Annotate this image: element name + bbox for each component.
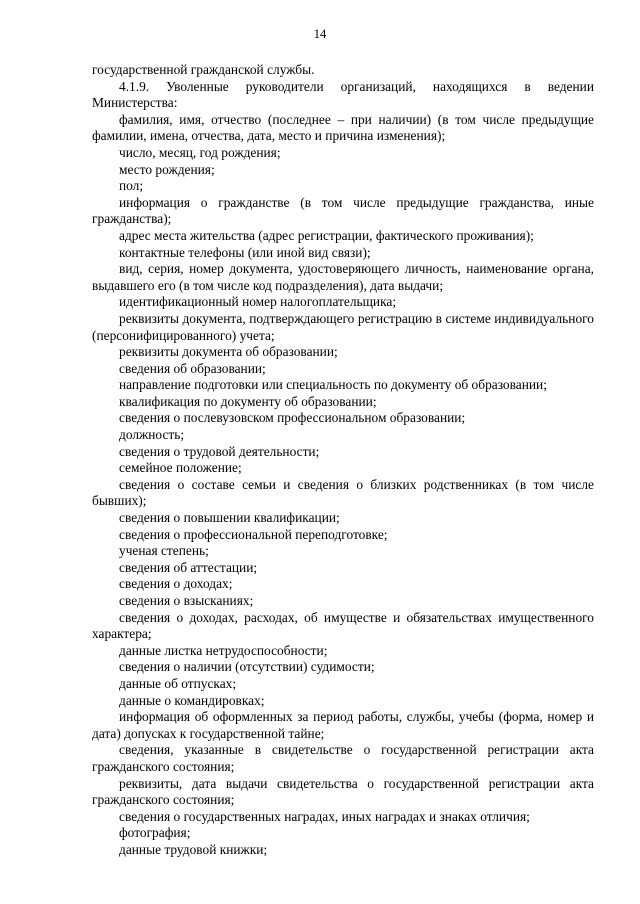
list-item-paragraph: квалификация по документу об образовании; <box>119 393 377 409</box>
list-item-paragraph: сведения о повышении квалификации; <box>119 510 340 526</box>
list-item-paragraph: семейное положение; <box>119 460 242 476</box>
list-item-paragraph: вид, серия, номер документа, удостоверяющего личность, наименование органа, выдавшего его (в том числе код подразделения), дата выдачи; <box>92 261 594 293</box>
list-item-paragraph: реквизиты, дата выдачи свидетельства о государственной регистрации акта гражданского состояния; <box>92 775 594 808</box>
list-item-paragraph: сведения о профессиональной переподготовке; <box>119 526 388 542</box>
list-item-paragraph: реквизиты документа, подтверждающего регистрацию в системе индивидуального (персонифицированного) учета; <box>92 310 594 343</box>
list-item-paragraph: данные листка нетрудоспособности; <box>119 642 328 658</box>
list-item-paragraph: сведения, указанные в свидетельстве о государственной регистрации акта гражданского состояния; <box>92 742 594 774</box>
list-item-paragraph: сведения о трудовой деятельности; <box>119 443 320 459</box>
document-body <box>92 62 594 859</box>
list-item-paragraph: сведения об аттестации; <box>119 559 258 575</box>
list-item-paragraph: данные о командировках; <box>119 692 265 708</box>
list-item-paragraph: фамилия, имя, отчество (последнее – при наличии) (в том числе предыдущие фамилии, имена, отчества, дата, место и причина изменения); <box>92 111 594 144</box>
list-item-paragraph: число, месяц, год рождения; <box>119 144 281 160</box>
list-item-paragraph: информация о гражданстве (в том числе предыдущие гражданства, иные гражданства); <box>92 194 594 227</box>
list-item-paragraph: фотография; <box>119 825 191 841</box>
list-item-paragraph: должность; <box>119 427 185 443</box>
list-item-paragraph: сведения о составе семьи и сведения о близких родственниках (в том числе бывших); <box>92 476 594 509</box>
list-item-paragraph: место рождения; <box>119 161 215 177</box>
list-item-paragraph: реквизиты документа об образовании; <box>119 344 338 360</box>
list-item-paragraph: сведения об образовании; <box>119 360 266 376</box>
list-item-paragraph: сведения о взысканиях; <box>119 593 254 608</box>
list-item-paragraph: сведения о государственных наградах, иных наградах и знаках отличия; <box>119 808 530 824</box>
list-item-paragraph: направление подготовки или специальность по документу об образовании; <box>119 377 547 393</box>
list-item-paragraph: идентификационный номер налогоплательщика; <box>119 294 397 310</box>
list-item-paragraph: ученая степень; <box>119 543 209 559</box>
section-heading-paragraph: 4.1.9. Уволенные руководители организаций, находящихся в ведении Министерства: <box>92 78 594 111</box>
list-item-paragraph: сведения о доходах; <box>119 576 233 592</box>
list-item-paragraph: сведения о наличии (отсутствии) судимости; <box>119 659 375 675</box>
list-item-paragraph: данные трудовой книжки; <box>119 841 268 857</box>
list-item-paragraph: пол; <box>119 178 144 194</box>
page-number: 14 <box>313 27 327 41</box>
continuation-paragraph: государственной гражданской службы. <box>92 62 315 77</box>
list-item-paragraph: адрес места жительства (адрес регистрации, фактического проживания); <box>119 227 534 243</box>
list-item-paragraph: сведения о послевузовском профессиональном образовании; <box>119 410 466 426</box>
list-item-paragraph: данные об отпусках; <box>119 675 237 691</box>
list-item-paragraph: контактные телефоны (или иной вид связи); <box>119 244 371 260</box>
list-item-paragraph: информация об оформленных за период работы, службы, учебы (форма, номер и дата) допусках к государственной тайне; <box>92 709 594 741</box>
list-item-paragraph: сведения о доходах, расходах, об имуществе и обязательствах имущественного характера; <box>92 609 594 642</box>
